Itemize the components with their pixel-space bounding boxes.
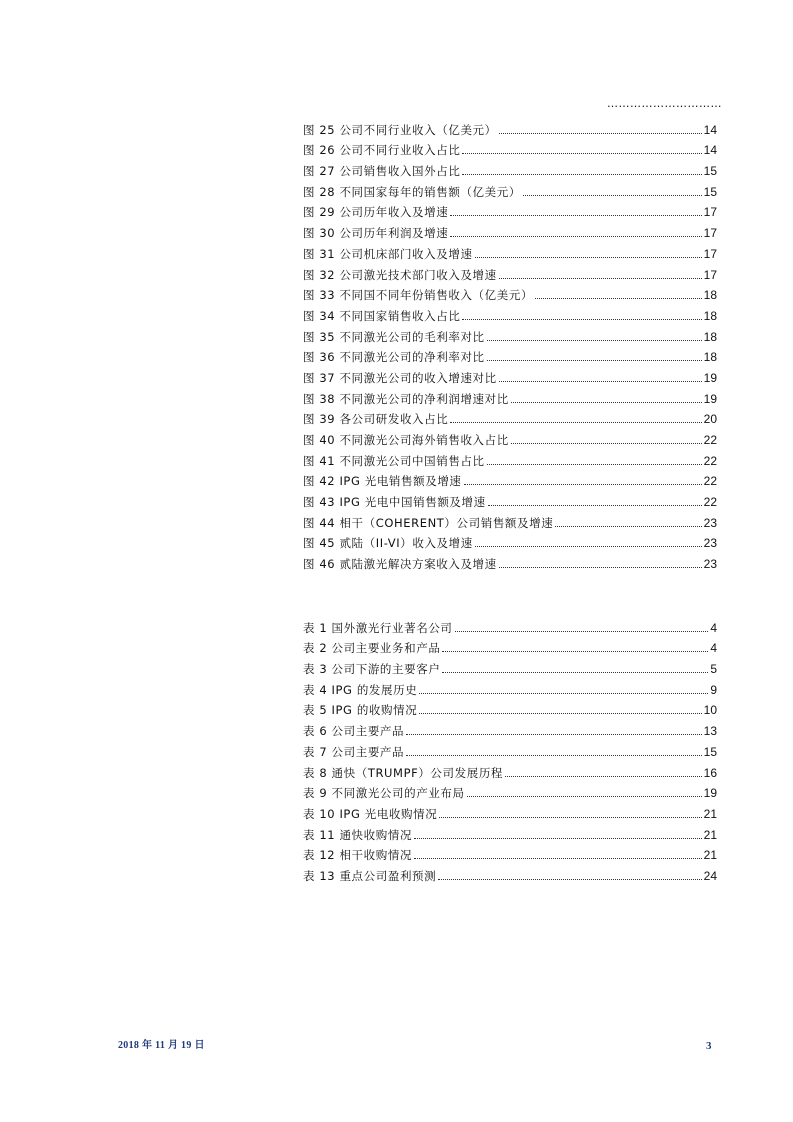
entry-title: 表 4 IPG 的发展历史 bbox=[303, 682, 418, 697]
entry-page-number: 19 bbox=[703, 370, 717, 385]
entry-title: 表 8 通快（TRUMPF）公司发展历程 bbox=[303, 765, 504, 780]
entry-title: 图 31 公司机床部门收入及增速 bbox=[303, 246, 473, 261]
figure-entry[interactable] bbox=[303, 302, 717, 323]
figure-entry[interactable] bbox=[303, 240, 717, 261]
figure-entry[interactable] bbox=[303, 447, 717, 468]
entry-title: 图 39 各公司研发收入占比 bbox=[303, 412, 449, 427]
entry-title: 图 43 IPG 光电中国销售额及增速 bbox=[303, 495, 486, 510]
figure-entry[interactable] bbox=[303, 116, 717, 137]
table-entry[interactable] bbox=[303, 821, 717, 842]
dot-leader bbox=[439, 817, 701, 818]
entry-page-number: 21 bbox=[703, 848, 717, 863]
entry-page-number: 15 bbox=[703, 164, 717, 179]
dot-leader bbox=[419, 693, 708, 694]
figure-entry[interactable] bbox=[303, 406, 717, 427]
table-entry[interactable] bbox=[303, 800, 717, 821]
table-entry[interactable] bbox=[303, 780, 717, 801]
entry-page-number: 23 bbox=[703, 557, 717, 572]
dot-leader bbox=[442, 672, 708, 673]
entry-title: 图 26 公司不同行业收入占比 bbox=[303, 143, 461, 158]
dot-leader bbox=[438, 879, 701, 880]
entry-title: 表 12 相干收购情况 bbox=[303, 848, 413, 863]
entry-page-number: 20 bbox=[703, 412, 717, 427]
entry-title: 表 6 公司主要产品 bbox=[303, 724, 405, 739]
dot-leader bbox=[523, 195, 702, 196]
table-entry[interactable] bbox=[303, 862, 717, 883]
entry-title: 图 40 不同激光公司海外销售收入占比 bbox=[303, 433, 509, 447]
dot-leader bbox=[487, 340, 702, 341]
entry-title: 图 25 公司不同行业收入（亿美元） bbox=[303, 122, 497, 137]
entry-page-number: 14 bbox=[703, 122, 717, 137]
entry-page-number: 18 bbox=[703, 308, 717, 323]
table-entry[interactable] bbox=[303, 759, 717, 780]
dot-leader bbox=[464, 484, 702, 485]
entry-page-number: 21 bbox=[703, 827, 717, 842]
figure-entry[interactable] bbox=[303, 530, 717, 551]
figure-entry[interactable] bbox=[303, 137, 717, 158]
entry-title: 表 2 公司主要业务和产品 bbox=[303, 641, 441, 656]
dot-leader bbox=[462, 153, 701, 154]
entry-page-number: 17 bbox=[703, 246, 717, 261]
entry-page-number: 9 bbox=[710, 682, 717, 697]
table-entry[interactable] bbox=[303, 697, 717, 718]
figure-entry[interactable] bbox=[303, 468, 717, 489]
entry-title: 图 32 公司激光技术部门收入及增速 bbox=[303, 267, 497, 282]
dot-leader bbox=[419, 713, 701, 714]
entry-page-number: 4 bbox=[710, 620, 717, 635]
entry-title: 图 44 相干（COHERENT）公司销售额及增速 bbox=[303, 515, 554, 530]
entry-page-number: 4 bbox=[710, 641, 717, 656]
table-entry[interactable] bbox=[303, 614, 717, 635]
entry-page-number: 17 bbox=[703, 226, 717, 241]
figure-entry[interactable] bbox=[303, 178, 717, 199]
figure-index bbox=[303, 116, 717, 571]
dot-leader bbox=[442, 651, 708, 652]
entry-title: 图 36 不同激光公司的净利率对比 bbox=[303, 350, 485, 365]
table-entry[interactable] bbox=[303, 655, 717, 676]
table-entry[interactable] bbox=[303, 635, 717, 656]
dot-leader bbox=[488, 505, 702, 506]
entry-page-number: 18 bbox=[703, 329, 717, 344]
entry-title: 表 7 公司主要产品 bbox=[303, 744, 405, 759]
dot-leader bbox=[511, 443, 702, 444]
entry-title: 表 13 重点公司盈利预测 bbox=[303, 868, 437, 883]
figure-entry[interactable] bbox=[303, 261, 717, 282]
figure-entry[interactable] bbox=[303, 509, 717, 530]
report-date: 2018 年 11 月 19 日 bbox=[118, 1040, 205, 1051]
dot-leader bbox=[505, 776, 702, 777]
figure-entry[interactable] bbox=[303, 426, 717, 447]
dot-leader bbox=[499, 278, 702, 279]
figure-entry[interactable] bbox=[303, 323, 717, 344]
table-entry[interactable] bbox=[303, 676, 717, 697]
figure-entry[interactable] bbox=[303, 385, 717, 406]
entry-page-number: 10 bbox=[703, 703, 717, 718]
entry-title: 图 37 不同激光公司的收入增速对比 bbox=[303, 370, 497, 385]
page-number: 3 bbox=[706, 1040, 712, 1052]
toc-continuation-leader: ………………………… bbox=[607, 97, 722, 110]
entry-page-number: 19 bbox=[703, 786, 717, 801]
dot-leader bbox=[511, 402, 702, 403]
entry-title: 图 33 不同国不同年份销售收入（亿美元） bbox=[303, 288, 534, 303]
dot-leader bbox=[487, 464, 702, 465]
figure-entry[interactable] bbox=[303, 157, 717, 178]
dot-leader bbox=[455, 631, 709, 632]
entry-title: 图 35 不同激光公司的毛利率对比 bbox=[303, 329, 485, 344]
dot-leader bbox=[499, 381, 702, 382]
entry-page-number: 15 bbox=[703, 184, 717, 199]
entry-title: 图 30 公司历年利润及增速 bbox=[303, 226, 449, 241]
entry-page-number: 17 bbox=[703, 267, 717, 282]
entry-title: 图 34 不同国家销售收入占比 bbox=[303, 308, 461, 323]
entry-title: 表 3 公司下游的主要客户 bbox=[303, 662, 441, 677]
entry-title: 图 28 不同国家每年的销售额（亿美元） bbox=[303, 184, 521, 199]
entry-page-number: 22 bbox=[703, 433, 717, 447]
table-entry[interactable] bbox=[303, 842, 717, 863]
entry-title: 图 46 贰陆激光解决方案收入及增速 bbox=[303, 557, 497, 572]
dot-leader bbox=[450, 215, 701, 216]
entry-page-number: 15 bbox=[703, 744, 717, 759]
entry-page-number: 23 bbox=[703, 536, 717, 551]
entry-page-number: 18 bbox=[703, 350, 717, 365]
entry-page-number: 14 bbox=[703, 143, 717, 158]
entry-title: 表 10 IPG 光电收购情况 bbox=[303, 806, 438, 821]
dot-leader bbox=[475, 546, 702, 547]
table-index bbox=[303, 614, 717, 883]
dot-leader bbox=[487, 360, 702, 361]
figure-entry[interactable] bbox=[303, 550, 717, 571]
entry-title: 图 29 公司历年收入及增速 bbox=[303, 205, 449, 220]
entry-page-number: 24 bbox=[703, 868, 717, 883]
figure-entry[interactable] bbox=[303, 282, 717, 303]
entry-title: 图 41 不同激光公司中国销售占比 bbox=[303, 453, 485, 468]
dot-leader bbox=[462, 174, 701, 175]
dot-leader bbox=[467, 796, 702, 797]
dot-leader bbox=[555, 526, 701, 527]
dot-leader bbox=[535, 298, 702, 299]
entry-page-number: 17 bbox=[703, 205, 717, 220]
entry-page-number: 22 bbox=[703, 474, 717, 489]
entry-title: 图 42 IPG 光电销售额及增速 bbox=[303, 474, 462, 489]
figure-entry[interactable] bbox=[303, 199, 717, 220]
figure-entry[interactable] bbox=[303, 344, 717, 365]
entry-title: 表 9 不同激光公司的产业布局 bbox=[303, 786, 465, 801]
dot-leader bbox=[414, 838, 702, 839]
dot-leader bbox=[450, 422, 701, 423]
entry-page-number: 19 bbox=[703, 391, 717, 406]
entry-title: 表 11 通快收购情况 bbox=[303, 827, 413, 842]
dot-leader bbox=[406, 755, 702, 756]
table-entry[interactable] bbox=[303, 738, 717, 759]
entry-title: 图 45 贰陆（II-VI）收入及增速 bbox=[303, 536, 473, 551]
entry-page-number: 16 bbox=[703, 765, 717, 780]
dot-leader bbox=[414, 858, 702, 859]
figure-entry[interactable] bbox=[303, 219, 717, 240]
entry-page-number: 18 bbox=[703, 288, 717, 303]
dot-leader bbox=[450, 236, 701, 237]
dot-leader bbox=[499, 567, 702, 568]
entry-page-number: 5 bbox=[710, 662, 717, 677]
entry-page-number: 23 bbox=[703, 515, 717, 530]
entry-page-number: 13 bbox=[703, 724, 717, 739]
entry-title: 表 1 国外激光行业著名公司 bbox=[303, 620, 453, 635]
dot-leader bbox=[406, 734, 702, 735]
figure-entry[interactable] bbox=[303, 488, 717, 509]
entry-title: 图 27 公司销售收入国外占比 bbox=[303, 164, 461, 179]
entry-title: 图 38 不同激光公司的净利润增速对比 bbox=[303, 391, 509, 406]
entry-page-number: 22 bbox=[703, 495, 717, 510]
table-entry[interactable] bbox=[303, 717, 717, 738]
figure-entry[interactable] bbox=[303, 364, 717, 385]
entry-page-number: 22 bbox=[703, 453, 717, 468]
dot-leader bbox=[475, 257, 702, 258]
entry-title: 表 5 IPG 的收购情况 bbox=[303, 703, 418, 718]
entry-page-number: 21 bbox=[703, 806, 717, 821]
dot-leader bbox=[462, 319, 701, 320]
dot-leader bbox=[499, 133, 702, 134]
